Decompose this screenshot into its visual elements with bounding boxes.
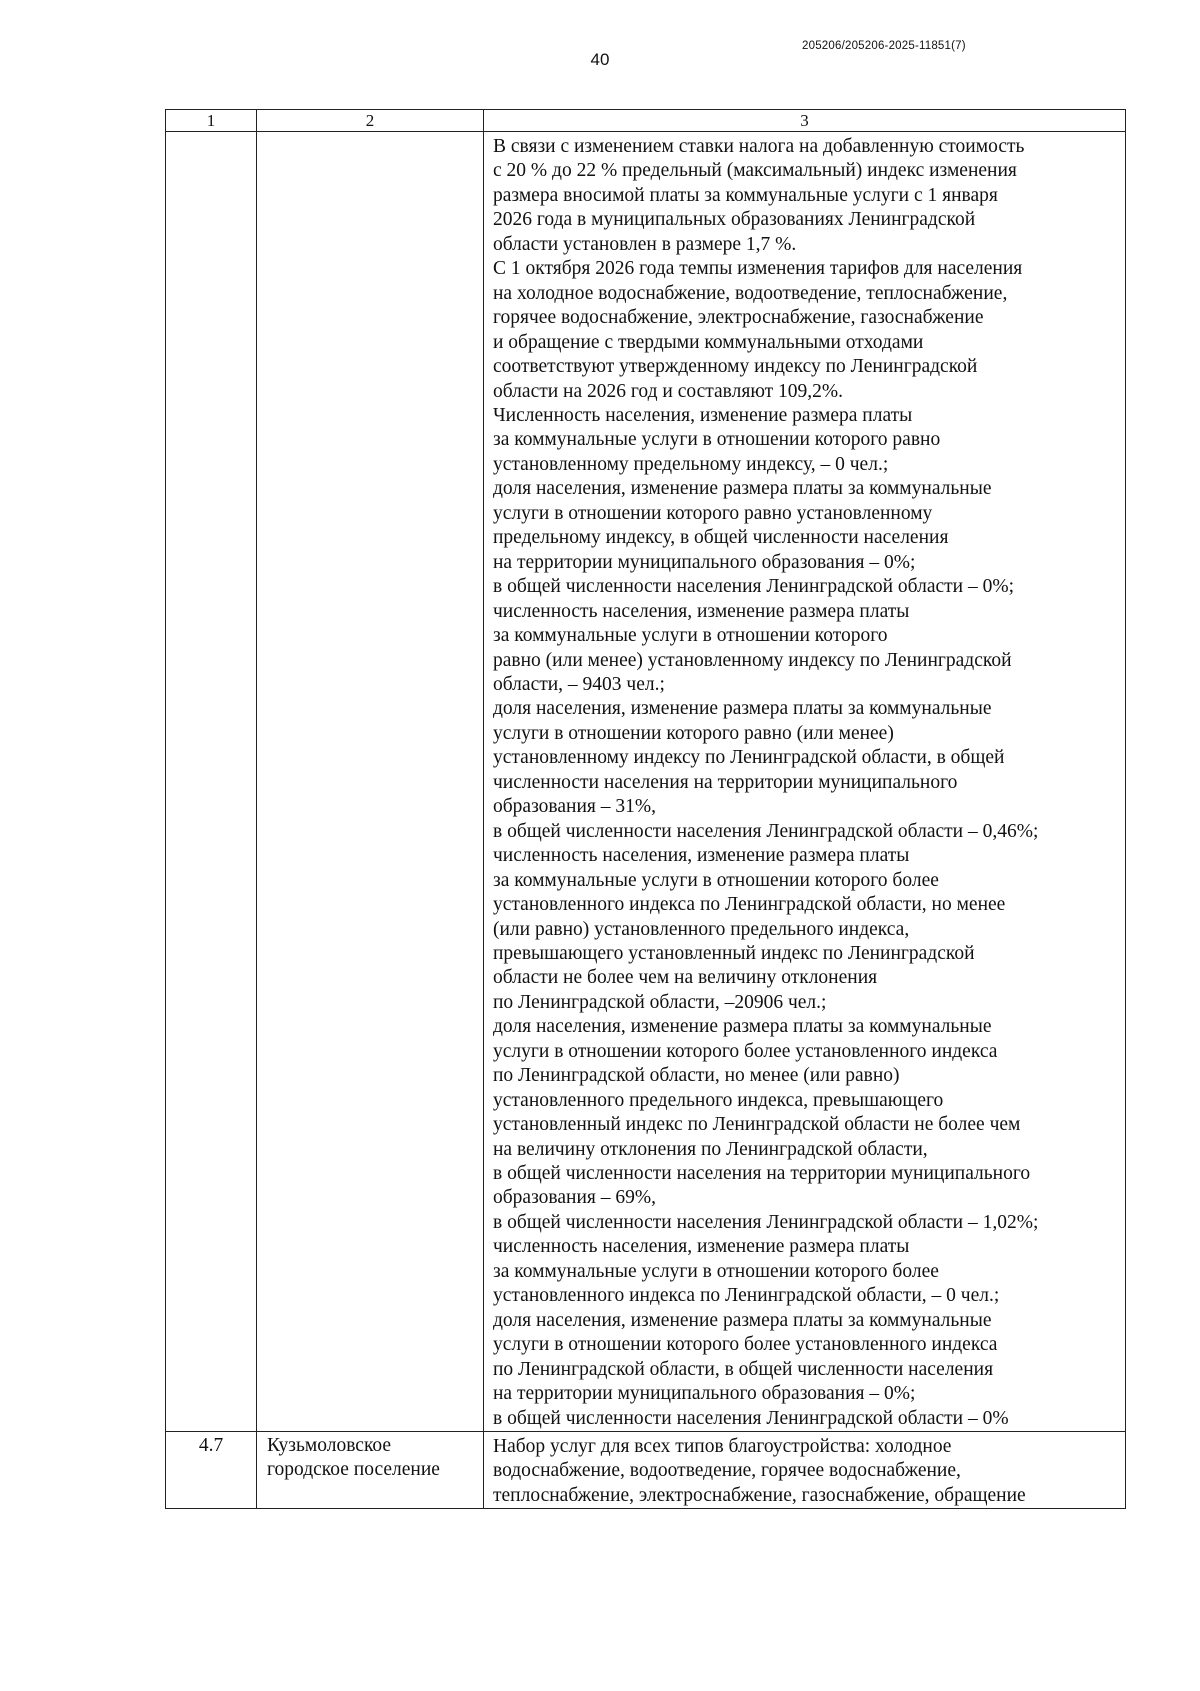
text-line: на холодное водоснабжение, водоотведение, теплоснабжение,: [493, 282, 1008, 304]
text-line: установленный индекс по Ленинградской области не более чем: [493, 1114, 1021, 1136]
text-line: по Ленинградской области, но менее (или равно): [493, 1065, 900, 1087]
text-line: равно (или менее) установленному индексу по Ленинградской: [493, 649, 1012, 671]
municipality-name-cell: [257, 1432, 484, 1509]
text-line: на территории муниципального образования – 0%;: [493, 1383, 916, 1405]
text-line: численности населения на территории муниципального: [493, 771, 958, 793]
text-line: в общей численности населения Ленинградской области – 0,46%;: [493, 820, 1039, 842]
text-line: доля населения, изменение размера платы за коммунальные: [493, 1309, 992, 1331]
text-line: по Ленинградской области, в общей численности населения: [493, 1358, 994, 1380]
text-line: установленного предельного индекса, превышающего: [493, 1089, 944, 1111]
page-number: 40: [590, 50, 610, 69]
continued-row-number-cell: [166, 132, 257, 1432]
text-line: за коммунальные услуги в отношении которого равно: [493, 429, 941, 451]
text-line: установленного индекса по Ленинградской области, – 0 чел.;: [493, 1285, 1000, 1307]
column-header-1: 1: [166, 110, 257, 132]
text-line: за коммунальные услуги в отношении которого более: [493, 869, 939, 891]
tariff-table: [165, 109, 1126, 1509]
text-line: области, – 9403 чел.;: [493, 673, 665, 695]
text-line: области не более чем на величину отклонения: [493, 967, 878, 989]
text-line: численность населения, изменение размера платы: [493, 1236, 910, 1258]
text-line: за коммунальные услуги в отношении которого более: [493, 1260, 939, 1282]
text-line: превышающего установленный индекс по Ленинградской: [493, 942, 975, 964]
text-line: доля населения, изменение размера платы за коммунальные: [493, 1016, 992, 1038]
continued-row-text-cell: [484, 132, 1126, 1432]
text-line: в общей численности населения на территории муниципального: [493, 1163, 1031, 1185]
text-line: численность населения, изменение размера платы: [493, 845, 910, 867]
text-line: доля населения, изменение размера платы за коммунальные: [493, 698, 992, 720]
text-line: в общей численности населения Ленинградской области – 1,02%;: [493, 1211, 1039, 1233]
column-header-2: 2: [257, 110, 484, 132]
municipality-name-line: Кузьмоловское: [267, 1435, 392, 1457]
text-line: предельному индексу, в общей численности населения: [493, 527, 949, 549]
text-line: установленного индекса по Ленинградской области, но менее: [493, 894, 1006, 916]
text-line: и обращение с твердыми коммунальными отходами: [493, 331, 924, 353]
text-line: размера вносимой платы за коммунальные услуги с 1 января: [493, 184, 998, 206]
text-line: соответствуют утвержденному индексу по Ленинградской: [493, 356, 978, 378]
text-line: (или равно) установленного предельного индекса,: [493, 918, 910, 940]
municipality-name-line: городское поселение: [267, 1459, 440, 1481]
text-line: в общей численности населения Ленинградской области – 0%;: [493, 576, 1015, 598]
text-line: образования – 31%,: [493, 796, 656, 818]
row-number: 4.7: [166, 1432, 257, 1509]
text-line: установленному предельному индексу, – 0 чел.;: [493, 453, 889, 475]
text-line: образования – 69%,: [493, 1187, 656, 1209]
column-header-3: 3: [484, 110, 1126, 132]
text-line: Набор услуг для всех типов благоустройства: холодное: [493, 1436, 952, 1458]
text-line: по Ленинградской области, –20906 чел.;: [493, 991, 827, 1013]
text-line: с 20 % до 22 % предельный (максимальный) индекс изменения: [493, 160, 1017, 182]
text-line: установленному индексу по Ленинградской области, в общей: [493, 747, 1005, 769]
text-line: доля населения, изменение размера платы за коммунальные: [493, 478, 992, 500]
text-line: в общей численности населения Ленинградской области – 0%: [493, 1407, 1009, 1429]
services-text-cell: [484, 1432, 1126, 1509]
text-line: услуги в отношении которого более установленного индекса: [493, 1334, 998, 1356]
text-line: горячее водоснабжение, электроснабжение, газоснабжение: [493, 307, 984, 329]
continued-row-name-cell: [257, 132, 484, 1432]
table-row-4-7: [166, 1432, 1126, 1509]
text-line: услуги в отношении которого равно (или менее): [493, 722, 894, 744]
text-line: В связи с изменением ставки налога на добавленную стоимость: [493, 136, 1025, 157]
text-line: услуги в отношении которого более установленного индекса: [493, 1040, 998, 1062]
table-header-row: [166, 110, 1126, 132]
table-row-continued: [166, 132, 1126, 1432]
text-line: водоснабжение, водоотведение, горячее водоснабжение,: [493, 1460, 961, 1482]
text-line: 2026 года в муниципальных образованиях Ленинградской: [493, 209, 976, 231]
text-line: области установлен в размере 1,7 %.: [493, 233, 797, 255]
text-line: С 1 октября 2026 года темпы изменения тарифов для населения: [493, 258, 1023, 280]
text-line: на территории муниципального образования – 0%;: [493, 551, 916, 573]
text-line: области на 2026 год и составляют 109,2%.: [493, 380, 844, 402]
text-line: численность населения, изменение размера платы: [493, 600, 910, 622]
text-line: Численность населения, изменение размера платы: [493, 404, 913, 426]
text-line: за коммунальные услуги в отношении которого: [493, 625, 888, 647]
text-line: услуги в отношении которого равно установленному: [493, 502, 933, 524]
text-line: теплоснабжение, электроснабжение, газоснабжение, обращение: [493, 1484, 1026, 1506]
text-line: на величину отклонения по Ленинградской области,: [493, 1138, 928, 1160]
document-id: 205206/205206-2025-11851(7): [802, 40, 966, 52]
